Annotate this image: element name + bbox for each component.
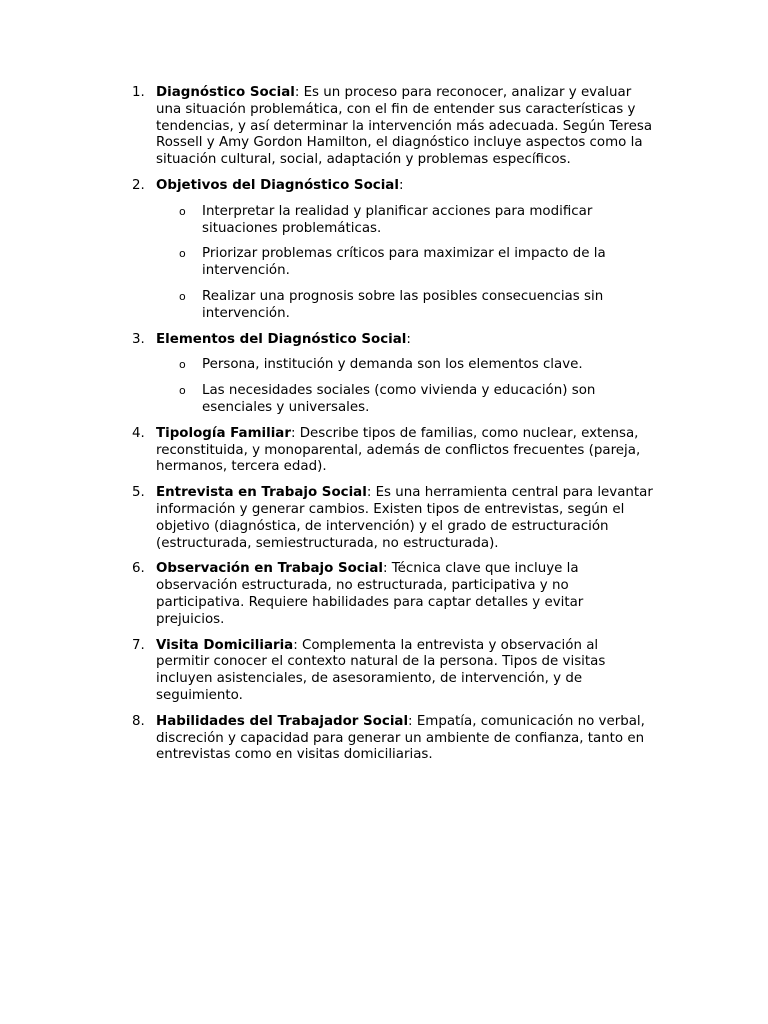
item-title: Observación en Trabajo Social: [156, 561, 383, 577]
list-item: [132, 426, 654, 476]
item-number: 3.: [132, 331, 145, 347]
item-title: Elementos del Diagnóstico Social: [156, 331, 407, 347]
item-text: : Empatía, comunicación no verbal, discreción y capacidad para generar un ambiente de confianza, tanto en entrevistas como en visitas domiciliarias.: [156, 713, 645, 763]
list-item: [132, 178, 654, 323]
item-number: 6.: [132, 561, 145, 577]
sub-item-text: Priorizar problemas críticos para maximizar el impacto de la intervención.: [202, 246, 606, 279]
item-title: Entrevista en Trabajo Social: [156, 485, 367, 501]
item-text: : Describe tipos de familias, como nuclear, extensa, reconstituida, y monoparental, además de conflictos frecuentes (pareja, hermanos, tercera edad).: [156, 425, 641, 475]
list-item: [132, 332, 654, 417]
item-number: 8.: [132, 713, 145, 729]
item-number: 2.: [132, 177, 145, 193]
item-number: 7.: [132, 637, 145, 653]
item-title: Objetivos del Diagnóstico Social: [156, 177, 399, 193]
bullet-icon: o: [179, 204, 186, 218]
numbered-list: [132, 85, 654, 773]
item-text: : Técnica clave que incluye la observación estructurada, no estructurada, participativa y no participativa. Requiere habilidades para captar detalles y evitar prejuicios.: [156, 561, 584, 627]
sub-item-text: Las necesidades sociales (como vivienda y educación) son esenciales y universales.: [202, 383, 596, 415]
sub-item-text: Persona, institución y demanda son los elementos clave.: [202, 357, 583, 373]
item-number: 1.: [132, 85, 145, 100]
sub-list-item: [156, 204, 654, 238]
item-title: Diagnóstico Social: [156, 85, 295, 100]
sub-list: [156, 204, 654, 323]
item-number: 5.: [132, 485, 145, 501]
item-number: 4.: [132, 425, 145, 441]
item-text: : Es una herramienta central para levantar información y generar cambios. Existen tipos de entrevistas, según el objetivo (diagnóstica, de intervención) y el grado de estructuración (estructurada, semiestructurada, no estructurada).: [156, 485, 653, 551]
sub-item-text: Interpretar la realidad y planificar acciones para modificar situaciones problemáticas.: [202, 203, 593, 236]
item-text: : Es un proceso para reconocer, analizar y evaluar una situación problemática, con el fin de entender sus características y tendencias, y así determinar la intervención más adecuada. Según Teresa Rossell y Amy Gordon Hamilton, el diagnóstico incluye aspectos como la situación cultural, social, adaptación y problemas específicos.: [156, 85, 653, 168]
sub-item-text: Realizar una prognosis sobre las posibles consecuencias sin intervención.: [202, 288, 604, 321]
list-item: [132, 561, 654, 628]
item-title: Tipología Familiar: [156, 425, 291, 441]
list-item: [132, 638, 654, 705]
sub-list-item: [156, 383, 654, 417]
bullet-icon: o: [179, 247, 186, 261]
item-text: :: [398, 177, 404, 193]
bullet-icon: o: [179, 289, 186, 303]
list-item: [132, 714, 654, 764]
item-text: :: [406, 331, 411, 347]
sub-list: [156, 357, 654, 416]
item-title: Habilidades del Trabajador Social: [156, 713, 409, 729]
item-title: Visita Domiciliaria: [156, 637, 294, 653]
list-item: [132, 85, 654, 169]
sub-list-item: [156, 357, 654, 374]
item-text: : Complementa la entrevista y observación al permitir conocer el contexto natural de la persona. Tipos de visitas incluyen asistenciales, de asesoramiento, de intervención, y de seguimiento.: [156, 637, 606, 703]
list-item: [132, 485, 654, 552]
sub-list-item: [156, 289, 654, 323]
bullet-icon: o: [179, 358, 186, 372]
bullet-icon: o: [179, 384, 186, 398]
sub-list-item: [156, 246, 654, 280]
